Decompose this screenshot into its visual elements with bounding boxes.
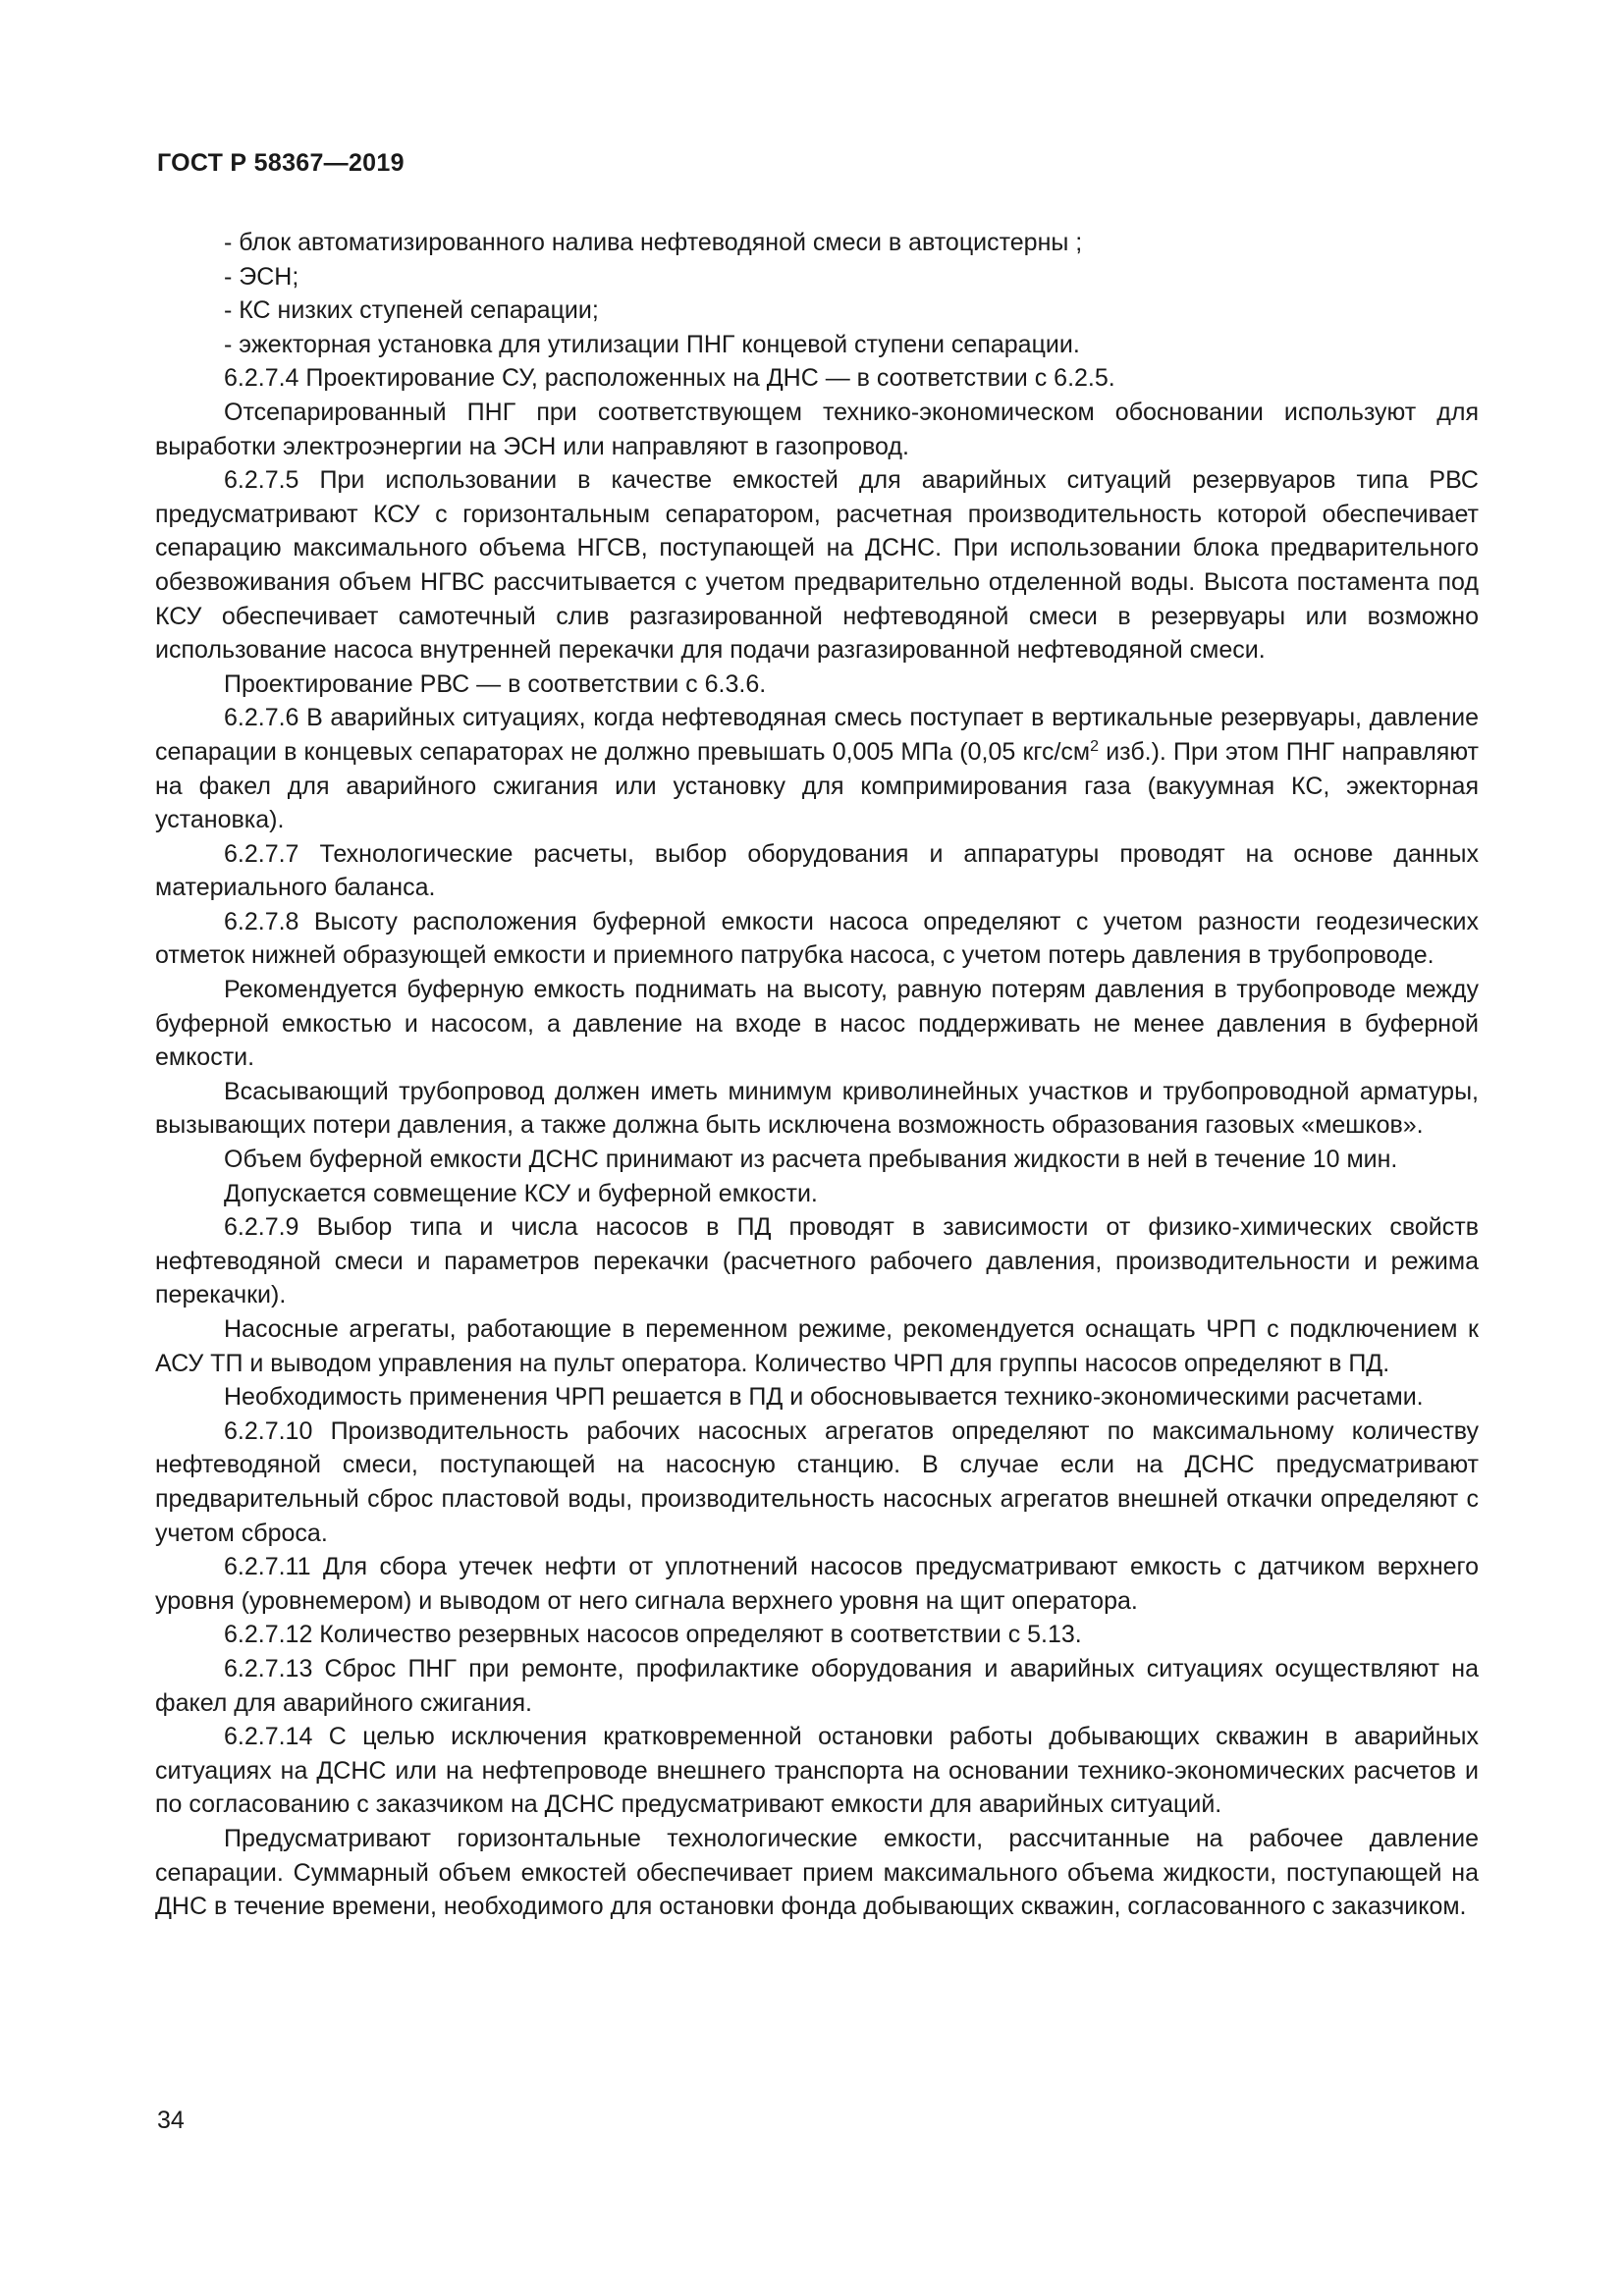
paragraph: Объем буферной емкости ДСНС принимают из расчета пребывания жидкости в ней в течение 10 мин. — [224, 1146, 1398, 1174]
document-body — [155, 226, 1479, 1924]
list-item: - КС низких ступеней сепарации; — [224, 296, 599, 325]
clause-text: изб.). При этом ПНГ направляют на факел для аварийного сжигания или установку для компримирования газа (вакуумная КС, эжекторная установка). — [155, 737, 1479, 834]
list-item: - ЭСН; — [224, 262, 299, 291]
clause-6-2-7-7: 6.2.7.7 Технологические расчеты, выбор оборудования и аппаратуры проводят на основе данных материального баланса. — [155, 839, 1479, 902]
paragraph: Отсепарированный ПНГ при соответствующем технико-экономическом обосновании используют для выработки электроэнергии на ЭСН или направляют в газопровод. — [155, 398, 1479, 460]
clause-6-2-7-13: 6.2.7.13 Сброс ПНГ при ремонте, профилактике оборудования и аварийных ситуациях осуществляют на факел для аварийного сжигания. — [155, 1654, 1479, 1717]
clause-6-2-7-6 — [155, 701, 1479, 836]
paragraph: Необходимость применения ЧРП решается в ПД и обосновывается технико-экономическими расчетами. — [224, 1383, 1424, 1412]
clause-6-2-7-4: 6.2.7.4 Проектирование СУ, расположенных на ДНС — в соответствии с 6.2.5. — [224, 364, 1115, 393]
clause-6-2-7-12: 6.2.7.12 Количество резервных насосов определяют в соответствии с 5.13. — [224, 1621, 1082, 1649]
standard-header: ГОСТ Р 58367—2019 — [157, 149, 405, 177]
paragraph: Предусматривают горизонтальные технологические емкости, рассчитанные на рабочее давление сепарации. Суммарный объем емкостей обеспечивает прием максимального объема жидкости, поступающей на ДНС в течение времени, необходимого для остановки фонда добывающих скважин, согласованного с заказчиком. — [155, 1824, 1479, 1921]
paragraph: Проектирование РВС — в соответствии с 6.3.6. — [224, 669, 767, 698]
clause-6-2-7-14: 6.2.7.14 С целью исключения кратковременной остановки работы добывающих скважин в аварийных ситуациях на ДСНС или на нефтепроводе внешнего транспорта на основании технико-экономических расчетов и по согласованию с заказчиком на ДСНС предусматривают емкости для аварийных ситуаций. — [155, 1723, 1479, 1819]
clause-text: 6.2.7.6 В аварийных ситуациях, когда нефтеводяная смесь поступает в вертикальные резервуары, давление сепарации в концевых сепараторах не должно превышать 0,005 МПа (0,05 кгс/см — [155, 704, 1479, 766]
list-item: - эжекторная установка для утилизации ПНГ концевой ступени сепарации. — [224, 330, 1080, 358]
page-number: 34 — [157, 2107, 185, 2134]
paragraph: Рекомендуется буферную емкость поднимать на высоту, равную потерям давления в трубопроводе между буферной емкостью и насосом, а давление на входе в насос поддерживать не менее давления в буферной емкости. — [155, 976, 1479, 1072]
superscript: 2 — [1090, 737, 1100, 755]
clause-6-2-7-9: 6.2.7.9 Выбор типа и числа насосов в ПД проводят в зависимости от физико-химических свойств нефтеводяной смеси и параметров перекачки (расчетного рабочего давления, производительности и режима перекачки). — [155, 1213, 1479, 1309]
list-item: - блок автоматизированного налива нефтеводяной смеси в автоцистерны ; — [224, 229, 1083, 256]
paragraph: Допускается совмещение КСУ и буферной емкости. — [224, 1179, 818, 1207]
clause-6-2-7-11: 6.2.7.11 Для сбора утечек нефти от уплотнений насосов предусматривают емкость с датчиком верхнего уровня (уровнемером) и выводом от него сигнала верхнего уровня на щит оператора. — [155, 1553, 1479, 1615]
paragraph: Насосные агрегаты, работающие в переменном режиме, рекомендуется оснащать ЧРП с подключением к АСУ ТП и выводом управления на пульт оператора. Количество ЧРП для группы насосов определяют в ПД. — [155, 1315, 1479, 1377]
clause-6-2-7-10: 6.2.7.10 Производительность рабочих насосных агрегатов определяют по максимальному количеству нефтеводяной смеси, поступающей на насосную станцию. В случае если на ДСНС предусматривают предварительный сброс пластовой воды, производительность насосных агрегатов внешней откачки определяют с учетом сброса. — [155, 1416, 1479, 1547]
paragraph: Всасывающий трубопровод должен иметь минимум криволинейных участков и трубопроводной арматуры, вызывающих потери давления, а также должна быть исключена возможность образования газовых «мешков». — [155, 1077, 1479, 1140]
clause-6-2-7-8: 6.2.7.8 Высоту расположения буферной емкости насоса определяют с учетом разности геодезических отметок нижней образующей емкости и приемного патрубка насоса, с учетом потерь давления в трубопроводе. — [155, 907, 1479, 970]
clause-6-2-7-5: 6.2.7.5 При использовании в качестве емкостей для аварийных ситуаций резервуаров типа РВС предусматривают КСУ с горизонтальным сепаратором, расчетная производительность которой обеспечивает сепарацию максимального объема НГСВ, поступающей на ДСНС. При использовании блока предварительного обезвоживания объем НГВС рассчитывается с учетом предварительно отделенной воды. Высота постамента под КСУ обеспечивает самотечный слив разгазированной нефтеводяной смеси в резервуары или возможно использование насоса внутренней перекачки для подачи разгазированной нефтеводяной смеси. — [155, 466, 1479, 665]
